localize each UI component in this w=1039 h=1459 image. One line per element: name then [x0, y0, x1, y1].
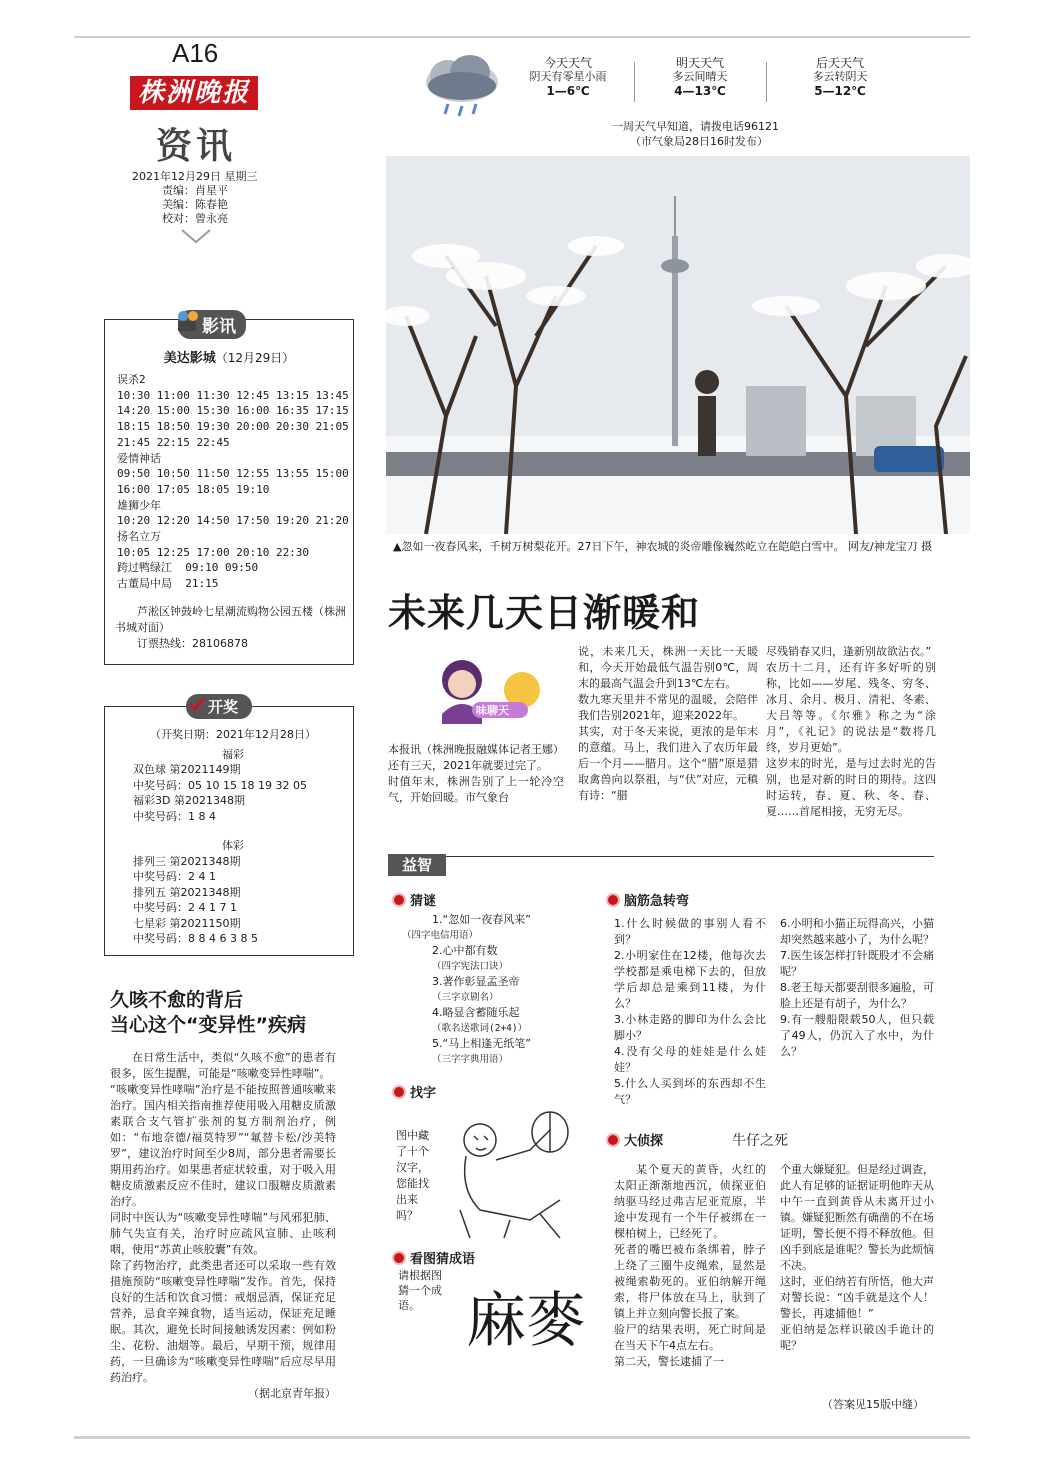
film-tag: 影讯: [178, 310, 246, 339]
find-char-title: 找字: [410, 1086, 437, 1101]
riddle-hint: （四字电信用语）: [402, 929, 479, 941]
weather-label: 后天天气: [815, 56, 864, 70]
hidden-characters-sketch: [440, 1110, 590, 1240]
detective-subtitle: 牛仔之死: [732, 1133, 788, 1149]
weather-temp: 4—13℃: [674, 84, 726, 98]
article-col-3: 尽残销春又归，逢新别故欲沾衣。” 农历十二月，还有许多好听的别称，比如——岁尾、残冬、穷冬、冰月、余月、极月、清祀、冬素、大吕等等。《尔雅》称之为“涂月”，《礼记》的说法是“数将几终，岁月更始”。 这岁末的时光，是与过去时光的告别，也是对新的时日的期待。这四时运转，春、夏、秋、冬、春、夏……首尾相接，无穷无尽。: [766, 645, 936, 818]
bottom-rule: [74, 1436, 970, 1439]
cinema-name: 美达影城: [163, 351, 216, 366]
answer-note: （答案见15版中缝）: [822, 1398, 924, 1411]
idiom-header: [392, 1248, 475, 1267]
weather-today: [508, 56, 628, 98]
weather-label: 今天天气: [543, 56, 592, 70]
checkmark-icon: [188, 696, 206, 712]
weather-desc: 多云间晴天: [672, 70, 728, 83]
health-headline-line2: 当心这个“变异性”疾病: [110, 1014, 306, 1036]
riddle-q: 5.“马上相逢无纸笔”: [432, 1037, 531, 1050]
welfare-line: 中奖号码：1 8 4: [133, 809, 216, 823]
riddle-hint: （三字京剧名）: [432, 991, 499, 1003]
health-headline-line1: 久咳不愈的背后: [110, 989, 244, 1011]
health-headline: [110, 988, 306, 1038]
brain-teasers-right: 6.小明和小猫正玩得高兴，小猫却突然越来越小了，为什么呢？ 7.医生该怎样打针既股才不会痛呢？ 8.老王每天都要刮很多遍脸，可脸上还是有胡子，为什么？ 9.有一艘船限载50人，但只载了49人，仍沉入了水中，为什么？: [780, 917, 934, 1058]
lottery-draw-date: （开奖日期：2021年12月28日）: [150, 728, 316, 741]
weather-release: （市气象局28日16时发布）: [630, 135, 768, 148]
brain-teaser-header: [606, 890, 689, 909]
health-article: [110, 1050, 336, 1402]
snow-scene-photo: [386, 156, 970, 534]
riddle-hint: （歌名送歌词(2+4)）: [432, 1022, 528, 1034]
weather-tomorrow: [640, 56, 760, 98]
riddle-title: 猜谜: [410, 894, 437, 909]
riddle-header: [392, 890, 436, 909]
brain-teasers-left: 1.什么时候做的事别人看不到？ 2.小明家住在12楼，他每次去学校都是乘电梯下去的，但放学后却总是乘到11楼，为什么？ 3.小林走路的脚印为什么会比脚小？ 4.没有父母的娃娃是什么娃娃？ 5.什么人买到坏的东西却不生气？: [614, 917, 766, 1106]
page-number: A16: [172, 38, 219, 68]
detective-title: 大侦探: [624, 1134, 664, 1149]
weather-divider: [766, 62, 767, 102]
riddle-list: [402, 912, 531, 1067]
sports-line: 中奖号码：2 4 1 7 1: [133, 901, 237, 914]
page-meta: [132, 170, 258, 226]
welfare-line: 福彩3D 第2021348期: [133, 794, 245, 807]
riddle-hint: （三字字典用语）: [432, 1053, 509, 1065]
riddle-q: 4.略显含蓄随乐起: [432, 1006, 520, 1019]
weather-temp: 5—12℃: [814, 84, 866, 98]
find-char-text: 图中藏了十个汉字，您能找出来吗？: [396, 1129, 429, 1222]
section-title: 资讯: [156, 125, 237, 167]
article-col-2: 说，未来几天，株洲一天比一天暖和，今天开始最低气温告别0℃，周末的最高气温会升到13℃左右。 数九寒天里并不常见的温暖，会陪伴我们告别2021年，迎来2022年。 其实，对于冬天来说，更浓的是年末的意蕴。马上，我们进入了农历年最后一个月——腊月。这个“腊”原是猎取禽兽向以祭祖，与“伏”对应，元稹有诗：“腊: [578, 645, 758, 802]
welfare-line: 双色球 第2021149期: [133, 763, 241, 776]
health-source: （据北京青年报）: [248, 1387, 336, 1400]
cinema-address: 芦淞区钟鼓岭七星潮流购物公园五楼（株洲书城对面）: [115, 605, 346, 634]
columnist-avatar: [414, 650, 548, 738]
rain-cloud-icon: [420, 52, 504, 122]
idiom-text: 请根据图猜一个成语。: [398, 1269, 442, 1312]
article-col-1: 本报讯（株洲晚报融媒体记者王娜）还有三天，2021年就要过完了。 时值年末，株洲告别了上一轮冷空气，开始回暖。市气象台: [388, 743, 564, 804]
film-listings: 误杀2 10:30 11:00 11:30 12:45 13:15 13:45 14:20 15:00 15:30 16:00 16:35 17:15 18:15 18:50 19:30 20:00 20:30 21:05 21:45 22:15 22:45 爱情神话 09:50 10:50 11:50 12:55 13:55 15:00 16:00 17:05 18:05 19:10 雄狮少年 10:20 12:20 14:50 17:50 19:20 21:20 扬名立万 10:05 12:25 17:00 20:10 22:30 跨过鸭绿江 09:10 09:50 古董局中局 21:15: [117, 373, 349, 591]
puzzle-section-rule: [388, 856, 934, 857]
sports-line: 中奖号码：8 8 4 6 3 8 5: [133, 932, 258, 945]
film-header: [178, 310, 246, 339]
sports-line: 排列五 第2021348期: [133, 885, 241, 899]
lottery-body: [133, 727, 333, 947]
welfare-line: 中奖号码：05 10 15 18 19 32 05: [133, 778, 307, 792]
cinema-address-block: [115, 604, 347, 652]
weather-desc: 多云转阴天: [812, 70, 868, 83]
film-box: [104, 319, 354, 665]
weather-temp: 1—6℃: [546, 84, 590, 98]
bullet-icon: [392, 893, 406, 907]
bullet-icon: [392, 1251, 406, 1265]
weather-desc: 阴天有零星小雨: [529, 70, 607, 83]
weather-phone: 一周天气早知道，请拨电话96121: [612, 120, 779, 133]
article-headline: 未来几天日渐暖和: [388, 591, 701, 635]
detective-story-right: 个重大嫌疑犯。但是经过调查，此人有足够的证据证明他昨天从中午一直到黄昏从未离开过小镇。嫌疑犯断然有确凿的不在场证明，警长便不得不释放他。但凶手到底是谁呢？警长为此烦恼不决。 这时，亚伯纳若有所悟，他大声对警长说：“凶手就是这个人！警长，再逮捕他！” 亚伯纳是怎样识破凶手诡计的呢？: [780, 1163, 934, 1352]
cinema-hotline: 订票热线：28106878: [137, 637, 248, 650]
lottery-tag: 开奖: [186, 694, 252, 719]
riddle-q: 2.心中都有数: [432, 944, 498, 957]
sports-line: 排列三 第2021348期: [133, 854, 241, 868]
welfare-title: 福彩: [222, 747, 244, 761]
newspaper-logo: 株洲晚报: [130, 76, 258, 110]
lottery-header: [186, 694, 252, 719]
detective-story-left: 某个夏天的黄昏，火红的太阳正渐渐地西沉，侦探亚伯纳驱马经过弗吉尼亚荒原，半途中发现有一个牛仔被绑在一棵柏树上，已经死了。 死者的嘴巴被布条绑着，脖子上绕了三圈牛皮绳索，显然是被绳索勒死的。亚伯纳解开绳索，将尸体放在马上，驮到了镇上并立刻向警长报了案。 验尸的结果表明，死亡时间是在当天下午4点左右。 第二天，警长逮捕了一: [614, 1163, 766, 1368]
cinema-title: [105, 347, 353, 366]
detective-header: [606, 1130, 663, 1149]
health-body: 在日常生活中，类似“久咳不愈”的患者有很多，医生提醒，可能是“咳嗽变异性哮喘”。 “咳嗽变异性哮喘”治疗是不能按照普通咳嗽来治疗。国内相关指南推荐使用吸入用糖皮质激素联合支气管扩张剂的复方制剂治疗，例如：“布地奈德/福莫特罗”“氟替卡松/沙美特罗”，建议治疗时间至少8周，部分患者需要长期用药治疗。如果患者症状较重，对于吸入用糖皮质激素反应不佳时，建议口服糖皮质激素治疗。 同时中医认为“咳嗽变异性哮喘”与风邪犯肺、肺气失宣有关，治疗时应疏风宣肺、止咳利咽，使用“苏黄止咳胶囊”有效。 除了药物治疗，此类患者还可以采取一些有效措施预防“咳嗽变异性哮喘”发作。首先，保持良好的生活和饮食习惯：戒烟忌酒，保证充足营养，忌食辛辣食物，适当运动，保证充足睡眠。其次，避免长时间接触诱发因素：例如粉尘、花粉、油烟等。最后，早期干预，规律用药，一旦确诊为“咳嗽变异性哮喘”后应尽早用药治疗。: [110, 1051, 336, 1384]
photo-caption: ▲忽如一夜春风来，千树万树梨花开。27日下午，神农城的炎帝雕像巍然屹立在皑皑白雪中。 网友/神龙宝刀 摄: [393, 540, 933, 553]
bullet-icon: [392, 1085, 406, 1099]
riddle-q: 3.著作彰显孟圣帝: [432, 975, 520, 988]
weather-divider: [634, 62, 635, 102]
idiom-picture: 麻麥: [466, 1286, 586, 1356]
issue-date: 2021年12月29日 星期三: [132, 170, 258, 183]
column-badge-label: 味聊天: [476, 704, 509, 717]
column-badge: [414, 650, 548, 738]
sports-line: 中奖号码：2 4 1: [133, 870, 216, 883]
bullet-icon: [606, 893, 620, 907]
puzzle-section-tag: 益智: [388, 854, 446, 876]
brain-teaser-title: 脑筋急转弯: [624, 894, 690, 909]
cinema-date: （12月29日）: [215, 351, 295, 365]
film-camera-icon: [176, 310, 200, 332]
bullet-icon: [606, 1133, 620, 1147]
riddle-q: 1.“忽如一夜春风来”: [432, 913, 531, 926]
idiom-title: 看图猜成语: [410, 1252, 476, 1267]
riddle-hint: （四字宪法口诀）: [432, 960, 509, 972]
weather-day-after: [780, 56, 900, 98]
sports-line: 七星彩 第2021150期: [133, 916, 241, 930]
editor: 责编：肖星平: [162, 184, 228, 197]
sports-title: 体彩: [222, 839, 244, 852]
proofreader: 校对：曾永亮: [162, 212, 228, 225]
designer: 美编：陈春艳: [162, 198, 228, 211]
chevron-down-icon: [180, 228, 212, 244]
lottery-box: [104, 706, 354, 956]
snow-scene-illustration: [386, 156, 970, 534]
weather-label: 明天天气: [675, 56, 724, 70]
find-char-header: [392, 1082, 436, 1101]
